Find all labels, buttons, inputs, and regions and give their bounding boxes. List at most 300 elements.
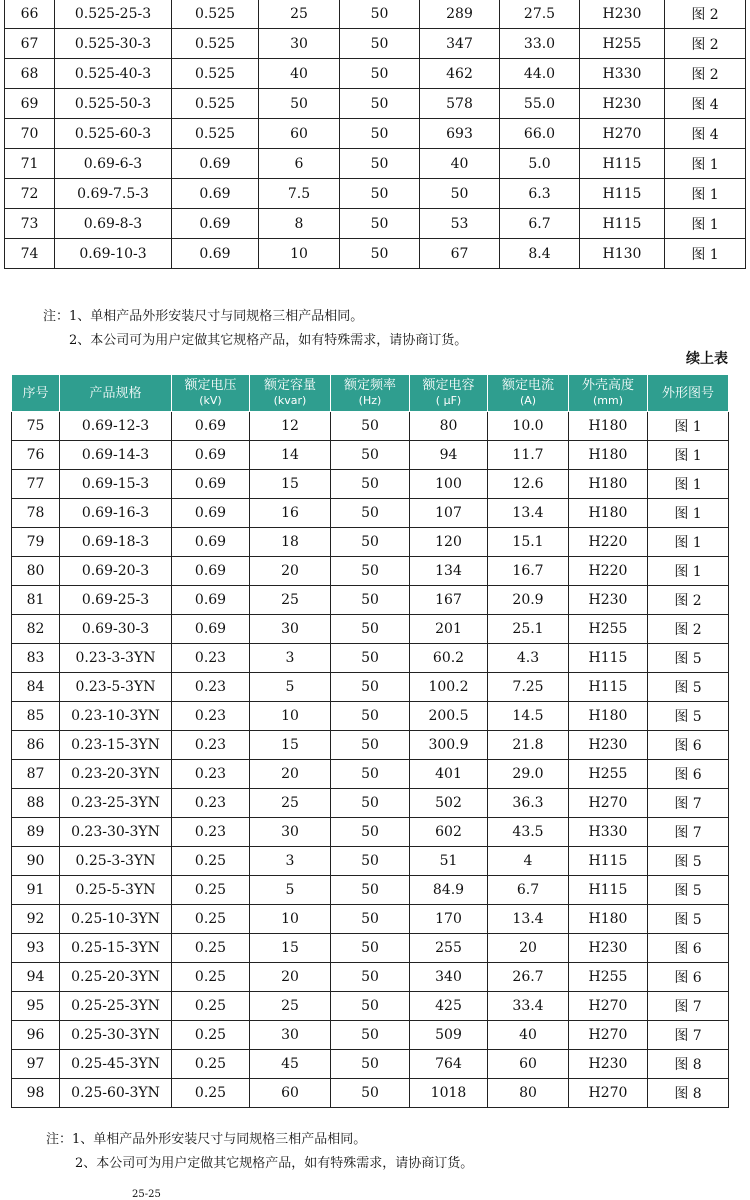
table-cell: 8 [259,209,340,239]
table-cell: 134 [410,557,488,586]
table-cell: 87 [12,760,60,789]
table-cell: 0.25-25-3YN [60,992,172,1021]
table-row [12,992,729,1021]
table-cell: H115 [569,644,648,673]
table-cell: 图 7 [648,992,729,1021]
table-cell: 3 [250,847,331,876]
table-cell: 50 [340,209,420,239]
table-cell: H255 [569,963,648,992]
column-header-unit: (Hz) [358,394,382,407]
table-row [5,239,746,269]
table-cell: 100.2 [410,673,488,702]
table-cell: 0.525-30-3 [55,29,172,59]
table-row [12,934,729,963]
table-cell: 50 [331,702,410,731]
table-cell: 图 5 [648,905,729,934]
table-cell: 60 [488,1050,569,1079]
table-cell: 51 [410,847,488,876]
table-row [12,586,729,615]
column-header-label: 额定电压 [184,378,237,393]
table-cell: 0.25-30-3YN [60,1021,172,1050]
table-cell: 43.5 [488,818,569,847]
table-cell: 50 [331,992,410,1021]
table-cell: 340 [410,963,488,992]
table-cell: 13.4 [488,499,569,528]
table-cell: 图 6 [648,731,729,760]
table-cell: 25.1 [488,615,569,644]
table-cell: 0.69-18-3 [60,528,172,557]
table-row [5,59,746,89]
column-header-label: 额定容量 [263,378,316,393]
table-cell: 40 [420,149,500,179]
table-cell: 86 [12,731,60,760]
table-cell: 60.2 [410,644,488,673]
table-row [12,702,729,731]
table-cell: 0.525-25-3 [55,0,172,29]
table-cell: 0.69 [172,557,250,586]
table-cell: 84 [12,673,60,702]
table-cell: 5 [250,876,331,905]
header-row [12,375,729,412]
table-row [12,412,729,441]
table-cell: 6.7 [500,209,580,239]
table-cell: 图 2 [665,0,746,29]
table-cell: 0.25-5-3YN [60,876,172,905]
table-cell: 10 [259,239,340,269]
table-cell: 50 [331,963,410,992]
table-cell: 80 [488,1079,569,1108]
table-cell: 602 [410,818,488,847]
table-cell: 50 [340,149,420,179]
table-cell: 91 [12,876,60,905]
table-row [12,731,729,760]
table-cell: 图 5 [648,702,729,731]
table-cell: 10 [250,702,331,731]
table-cell: 80 [12,557,60,586]
column-header-label: 额定电容 [422,378,475,393]
table-cell: H230 [569,586,648,615]
table-cell: 84.9 [410,876,488,905]
table-row [5,119,746,149]
table-cell: 0.25 [172,1079,250,1108]
table-cell: 0.25 [172,1021,250,1050]
table-cell: H180 [569,499,648,528]
table-cell: 97 [12,1050,60,1079]
table-cell: 0.525 [172,29,259,59]
table-cell: 10 [250,905,331,934]
table-cell: 50 [331,731,410,760]
table-cell: 50 [331,615,410,644]
table-row [12,1050,729,1079]
table-row [12,1079,729,1108]
table-row [12,963,729,992]
table-cell: H115 [569,876,648,905]
table-cell: 图 8 [648,1079,729,1108]
table-cell: 0.23-25-3YN [60,789,172,818]
table-cell: 0.69 [172,179,259,209]
table-cell: 15 [250,731,331,760]
table-cell: 70 [5,119,55,149]
table-cell: H270 [569,992,648,1021]
table-cell: 0.69 [172,239,259,269]
table-cell: 16 [250,499,331,528]
table-cell: 76 [12,441,60,470]
table-cell: 255 [410,934,488,963]
table-cell: 图 5 [648,847,729,876]
table-cell: 0.23-5-3YN [60,673,172,702]
table-row [12,905,729,934]
table-row [5,29,746,59]
note-line-2: 2、本公司可为用户定做其它规格产品，如有特殊需求，请协商订货。 [69,333,468,348]
table-cell: 20 [250,760,331,789]
table-cell: 50 [340,29,420,59]
table-cell: 75 [12,412,60,441]
table-cell: 0.69 [172,149,259,179]
table-cell: 50 [340,239,420,269]
table-cell: H270 [569,789,648,818]
table-cell: 50 [331,760,410,789]
column-header-label: 额定频率 [343,378,396,393]
table-cell: 0.25 [172,1050,250,1079]
table-row [12,499,729,528]
table-cell: 0.69-20-3 [60,557,172,586]
table-row [12,847,729,876]
table-cell: 200.5 [410,702,488,731]
table-cell: 67 [5,29,55,59]
table-cell: 20 [488,934,569,963]
table-cell: H115 [569,847,648,876]
table-cell: 图 7 [648,789,729,818]
table-cell: 6 [259,149,340,179]
table-cell: 50 [331,499,410,528]
table-cell: 50 [331,818,410,847]
table-cell: 347 [420,29,500,59]
main-table [11,374,729,1108]
table-cell: 44.0 [500,59,580,89]
column-header [648,375,729,412]
table-cell: 0.25 [172,847,250,876]
table-cell: 0.25 [172,992,250,1021]
table-cell: 13.4 [488,905,569,934]
note2-line-1: 注：1、单相产品外形安装尺寸与同规格三相产品相同。 [46,1132,367,1147]
table-cell: 50 [331,673,410,702]
table-cell: 30 [250,615,331,644]
table-cell: 30 [259,29,340,59]
table-cell: 11.7 [488,441,569,470]
table-cell: 0.25 [172,963,250,992]
column-header-unit: (kvar) [273,394,307,407]
table-row [12,441,729,470]
table-cell: 10.0 [488,412,569,441]
table-row [5,89,746,119]
table-cell: 图 2 [648,615,729,644]
table-cell: 36.3 [488,789,569,818]
table-cell: 图 1 [648,499,729,528]
table-cell: 25 [250,586,331,615]
table-cell: 120 [410,528,488,557]
table-cell: 7.25 [488,673,569,702]
table-row [12,760,729,789]
table-cell: 18 [250,528,331,557]
table-cell: 45 [250,1050,331,1079]
table-cell: 0.23 [172,644,250,673]
table-cell: 60 [250,1079,331,1108]
table-cell: 0.23 [172,731,250,760]
table-cell: H255 [580,29,665,59]
table-cell: 0.25-20-3YN [60,963,172,992]
table-cell: 50 [331,1079,410,1108]
table-row [5,209,746,239]
table-cell: 图 4 [665,89,746,119]
table-cell: 72 [5,179,55,209]
table-cell: 764 [410,1050,488,1079]
table-cell: 71 [5,149,55,179]
table-cell: H330 [569,818,648,847]
table-cell: 50 [331,876,410,905]
table-cell: 图 7 [648,818,729,847]
table-cell: 50 [331,1021,410,1050]
table-cell: 图 7 [648,1021,729,1050]
table-cell: 77 [12,470,60,499]
table-cell: 85 [12,702,60,731]
table-cell: 0.69 [172,615,250,644]
table-cell: 0.69-6-3 [55,149,172,179]
table-cell: 图 6 [648,760,729,789]
table-cell: 4 [488,847,569,876]
table-cell: 图 1 [648,557,729,586]
table-cell: 14.5 [488,702,569,731]
table-cell: 图 2 [665,29,746,59]
table-cell: 0.23-3-3YN [60,644,172,673]
table-cell: 20 [250,963,331,992]
table-cell: 66.0 [500,119,580,149]
table-cell: 25 [250,789,331,818]
table-cell: 0.23 [172,818,250,847]
table-cell: 30 [250,1021,331,1050]
table-cell: 图 2 [665,59,746,89]
table-cell: 6.3 [500,179,580,209]
table-cell: 26.7 [488,963,569,992]
table-cell: H115 [580,179,665,209]
table-cell: 107 [410,499,488,528]
table-row [12,644,729,673]
column-header-label: 外形图号 [661,385,714,401]
table-cell: 0.25 [172,934,250,963]
table-row [12,1021,729,1050]
table-cell: 73 [5,209,55,239]
table-cell: 12.6 [488,470,569,499]
table-cell: 98 [12,1079,60,1108]
table-cell: 20 [250,557,331,586]
table-cell: 25 [259,0,340,29]
table-cell: H115 [580,149,665,179]
table-cell: 0.69-25-3 [60,586,172,615]
table-cell: H220 [569,557,648,586]
table-cell: H180 [569,441,648,470]
table-cell: 0.23 [172,673,250,702]
table-cell: H130 [580,239,665,269]
table-cell: 80 [410,412,488,441]
table-cell: 92 [12,905,60,934]
table-row [12,470,729,499]
table-cell: 50 [331,789,410,818]
table-cell: 图 1 [665,149,746,179]
table-cell: 3 [250,644,331,673]
column-header [488,375,569,412]
table-cell: 0.69 [172,586,250,615]
table-cell: H220 [569,528,648,557]
table-cell: 5 [250,673,331,702]
table-cell: 7.5 [259,179,340,209]
table-cell: 50 [259,89,340,119]
table-cell: 33.4 [488,992,569,1021]
table-cell: 0.525 [172,119,259,149]
table-cell: 94 [410,441,488,470]
table-cell: 15 [250,470,331,499]
table-cell: 0.69-8-3 [55,209,172,239]
table-cell: 50 [340,59,420,89]
table-cell: H255 [569,760,648,789]
table-cell: 89 [12,818,60,847]
table-cell: 425 [410,992,488,1021]
table-cell: 60 [259,119,340,149]
table-cell: 0.69-16-3 [60,499,172,528]
table-cell: 95 [12,992,60,1021]
table-cell: 0.69 [172,441,250,470]
table-cell: 0.23-30-3YN [60,818,172,847]
table-cell: 15 [250,934,331,963]
table-cell: 50 [331,905,410,934]
table-cell: 50 [331,557,410,586]
column-header [331,375,410,412]
table-cell: 图 1 [648,412,729,441]
table-cell: 14 [250,441,331,470]
table-cell: 509 [410,1021,488,1050]
table-cell: 27.5 [500,0,580,29]
table-cell: 50 [331,934,410,963]
table-cell: 300.9 [410,731,488,760]
table-cell: H255 [569,615,648,644]
table-cell: 图 5 [648,876,729,905]
table-cell: 8.4 [500,239,580,269]
table-cell: 96 [12,1021,60,1050]
table-cell: 93 [12,934,60,963]
table-cell: 1018 [410,1079,488,1108]
table-cell: 0.69-10-3 [55,239,172,269]
table-cell: 50 [331,441,410,470]
column-header [410,375,488,412]
table-cell: 0.69 [172,209,259,239]
table-cell: 图 1 [665,209,746,239]
table-cell: 170 [410,905,488,934]
table-cell: 5.0 [500,149,580,179]
table-cell: 74 [5,239,55,269]
table-cell: 88 [12,789,60,818]
table-cell: 69 [5,89,55,119]
table-cell: 0.69 [172,499,250,528]
table-cell: H330 [580,59,665,89]
table-row [5,179,746,209]
table-cell: 50 [331,470,410,499]
table-cell: 401 [410,760,488,789]
table-cell: 167 [410,586,488,615]
table-cell: 50 [331,412,410,441]
table-cell: 79 [12,528,60,557]
table-cell: 30 [250,818,331,847]
table-cell: 50 [331,1050,410,1079]
table-cell: H180 [569,412,648,441]
table-cell: H180 [569,702,648,731]
table-cell: H230 [580,89,665,119]
table-cell: 33.0 [500,29,580,59]
table-cell: 0.25-45-3YN [60,1050,172,1079]
table-cell: 53 [420,209,500,239]
table-cell: 图 8 [648,1050,729,1079]
table-cell: 25 [250,992,331,1021]
table-cell: 0.525-50-3 [55,89,172,119]
top-table [4,0,746,269]
table-cell: 0.23 [172,702,250,731]
table-cell: 50 [340,0,420,29]
table-cell: 90 [12,847,60,876]
table-cell: 16.7 [488,557,569,586]
table-cell: 6.7 [488,876,569,905]
table-cell: 693 [420,119,500,149]
table-cell: 0.25-10-3YN [60,905,172,934]
table-row [12,673,729,702]
table-cell: 66 [5,0,55,29]
table-cell: 0.525 [172,0,259,29]
table-cell: H230 [569,934,648,963]
column-header-unit: (A) [519,394,537,407]
table-cell: 图 5 [648,673,729,702]
table-cell: H115 [580,209,665,239]
table-cell: 15.1 [488,528,569,557]
table-row [5,149,746,179]
table-row [5,0,746,29]
table-cell: H115 [569,673,648,702]
table-cell: 0.25-15-3YN [60,934,172,963]
column-header [569,375,648,412]
table-cell: 502 [410,789,488,818]
table-cell: 0.69 [172,528,250,557]
table-row [12,876,729,905]
table-cell: 40 [488,1021,569,1050]
table-cell: 0.69 [172,470,250,499]
table-cell: 图 1 [648,441,729,470]
table-cell: 图 1 [648,528,729,557]
column-header-label: 外壳高度 [581,378,634,393]
column-header-label: 额定电流 [501,378,554,393]
table-row [12,818,729,847]
table-cell: 0.525-40-3 [55,59,172,89]
table-cell: 0.69-7.5-3 [55,179,172,209]
table-cell: 0.69 [172,412,250,441]
note-line-1: 注：1、单相产品外形安装尺寸与同规格三相产品相同。 [43,309,364,324]
table-cell: H230 [569,1050,648,1079]
column-header-unit: (mm) [592,394,623,407]
table-cell: H270 [569,1021,648,1050]
column-header [12,375,60,412]
table-cell: 83 [12,644,60,673]
table-cell: 50 [331,586,410,615]
column-header-unit: ( μF) [435,394,462,407]
table-cell: 0.525 [172,89,259,119]
table-cell: 0.25 [172,876,250,905]
table-cell: 图 1 [665,239,746,269]
column-header-unit: (kV) [199,394,222,407]
column-header-label: 产品规格 [89,385,142,401]
